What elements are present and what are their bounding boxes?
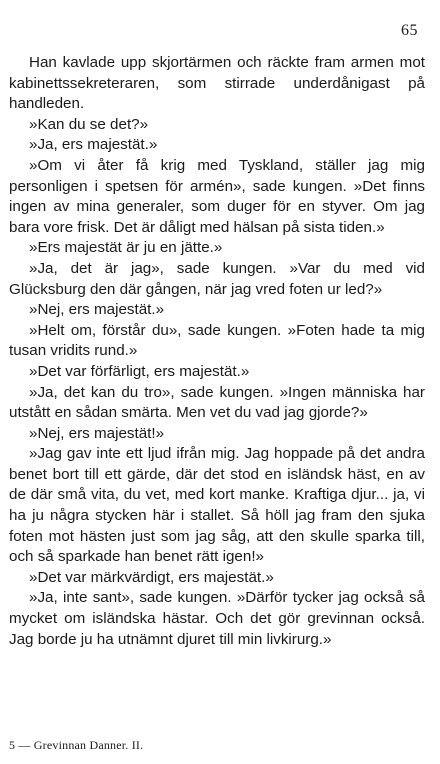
paragraph: »Kan du se det?» [29,115,149,133]
paragraph: »Nej, ers majestät.» [29,301,165,319]
signature-footer: 5 — Grevinnan Danner. II. [9,738,144,752]
paragraph: »Det var förfärligt, ers majestät.» [29,362,250,380]
paragraph: »Om vi åter få krig med Tyskland, ställer jag mig personligen i spetsen för armén», sade kungen. »Det finns ingen av mina generaler, som duger för en styver. Om jag bara vore frisk. Det är dåligt med hälsan på sista tiden.» [9,156,425,236]
body-text [9,53,425,650]
paragraph: Han kavlade upp skjortärmen och räckte fram armen mot kabinettssekreteraren, som stirrade underdånigast på handleden. [9,54,425,113]
page-number: 65 [401,22,418,39]
paragraph: »Ja, inte sant», sade kungen. »Därför tycker jag också så mycket om isländska hästar. Och det gör grevinnan också. Jag borde ju ha utnämnt djuret till min livkirurg.» [9,589,425,648]
paragraph: »Det var märkvärdigt, ers majestät.» [29,568,274,586]
paragraph: »Helt om, förstår du», sade kungen. »Foten hade ta mig tusan vridits rund.» [9,321,425,360]
paragraph: »Nej, ers majestät!» [29,424,165,442]
paragraph: »Jag gav inte ett ljud ifrån mig. Jag hoppade på det andra benet bort till ett gärde, där det stod en isländsk häst, en av de där små vita, du vet, med kort manke. Kraftiga djur... ja, vi ha ju några stycken här i stallet. Så höll jag fram den sjuka foten mot hästen just som jag såg, att den skulle sparka till, och så sparkade han benet rätt igen!» [9,445,425,566]
paragraph: »Ers majestät är ju en jätte.» [29,239,223,257]
paragraph: »Ja, ers majestät.» [29,136,158,154]
paragraph: »Ja, det är jag», sade kungen. »Var du med vid Glücksburg den där gången, när jag vred foten ur led?» [9,259,425,298]
paragraph: »Ja, det kan du tro», sade kungen. »Ingen människa har utstått en sådan smärta. Men vet du vad jag gjorde?» [9,383,425,422]
